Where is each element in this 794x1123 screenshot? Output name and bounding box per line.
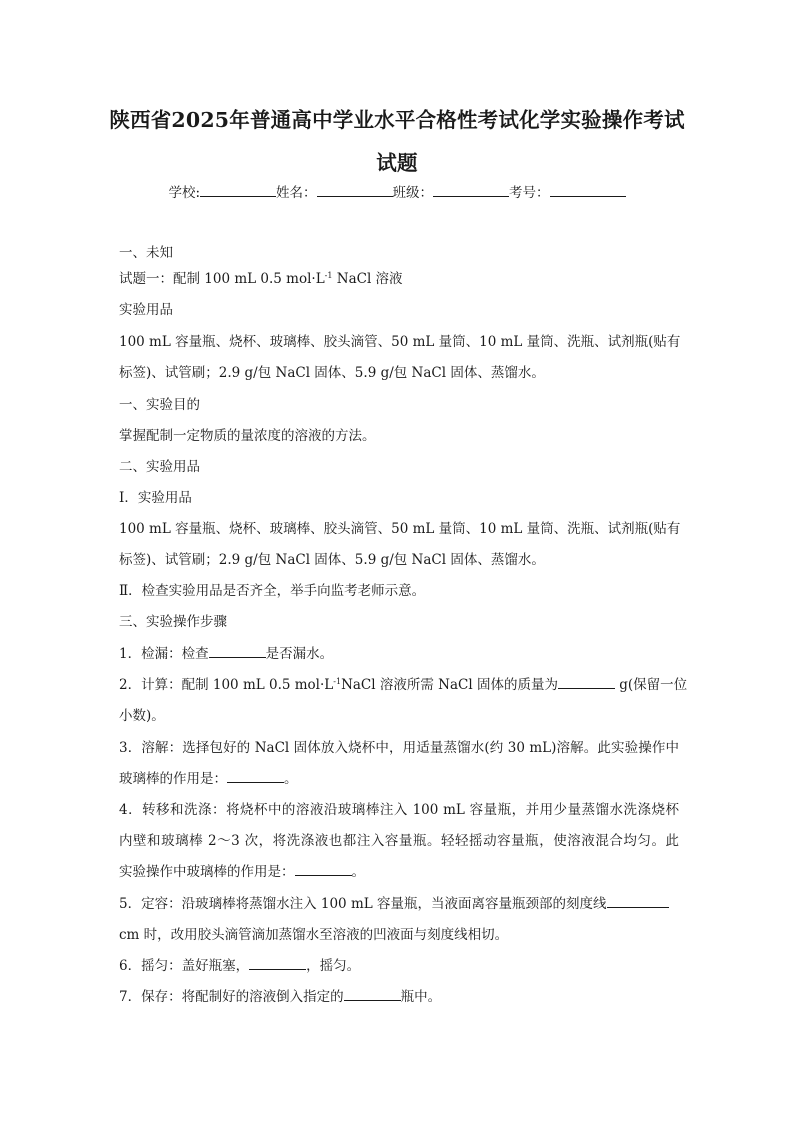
class-label: 班级： <box>392 185 434 201</box>
step-7 <box>119 988 679 1006</box>
step-1-text-end: 是否漏水。 <box>265 646 334 662</box>
step-4-continued: 内壁和玻璃棒 2～3 次，将洗涤液也都注入容量瓶。轻轻摇动容量瓶，使溶液混合均匀。此 <box>119 833 679 849</box>
page-title-continued: 试题 <box>376 151 418 175</box>
step-2-continued: 小数)。 <box>119 708 165 724</box>
supplies-list-line: 100 mL 容量瓶、烧杯、玻璃棒、胶头滴管、50 mL 量筒、10 mL 量筒、洗瓶、试剂瓶(贴有 <box>119 521 681 537</box>
step-3-blank[interactable] <box>227 770 284 783</box>
step-2-text-end: g(保留一位 <box>614 677 688 693</box>
step-6-text-end: ，摇匀。 <box>306 958 361 974</box>
step-5-text: 5．定容：沿玻璃棒将蒸馏水注入 100 mL 容量瓶，当液面离容量瓶颈部的刻度线 <box>119 896 607 912</box>
question1-title-text: 试题一：配制 100 mL 0.5 mol·L <box>119 271 325 287</box>
step-4-text: 实验操作中玻璃棒的作用是： <box>119 864 295 880</box>
page-title: 陕西省2025年普通高中学业水平合格性考试化学实验操作考试 <box>109 108 685 132</box>
student-info-row <box>0 181 794 201</box>
supplies-list-line: 100 mL 容量瓶、烧杯、玻璃棒、胶头滴管、50 mL 量筒、10 mL 量筒、洗瓶、试剂瓶(贴有 <box>119 334 681 350</box>
step-1 <box>119 645 679 663</box>
step-3-text: 玻璃棒的作用是： <box>119 771 227 787</box>
supplies-list-line: 标签)、试管刷；2.9 g/包 NaCl 固体、5.9 g/包 NaCl 固体、蒸馏水。 <box>119 365 545 381</box>
step-4-text-end: 。 <box>351 864 365 880</box>
step-3: 3．溶解：选择包好的 NaCl 固体放入烧杯中，用适量蒸馏水(约 30 mL)溶解。此实验操作中 <box>119 740 679 756</box>
exam-number-label: 考号： <box>509 185 550 201</box>
experiment-supplies-subheading: Ⅰ．实验用品 <box>119 490 192 506</box>
step-2-blank[interactable] <box>558 676 615 689</box>
step-1-text: 1．检漏：检查 <box>119 646 209 662</box>
step-6 <box>119 957 679 975</box>
step-6-blank[interactable] <box>249 957 306 970</box>
section-heading-unknown: 一、未知 <box>119 245 173 261</box>
step-4-continued <box>119 863 679 881</box>
step-3-text-end: 。 <box>284 771 298 787</box>
step-2-text: 2．计算：配制 100 mL 0.5 mol·L <box>119 677 334 693</box>
step-1-blank[interactable] <box>209 645 266 658</box>
name-label: 姓名： <box>276 185 317 201</box>
step-5 <box>119 895 679 913</box>
question1-title <box>119 270 679 288</box>
question1-title-solution: NaCl 溶液 <box>332 271 403 287</box>
step-2-superscript: -1 <box>333 677 342 686</box>
school-blank[interactable] <box>200 184 276 197</box>
step-4-blank[interactable] <box>295 863 352 876</box>
step-6-text: 6．摇匀：盖好瓶塞， <box>119 958 250 974</box>
experiment-supplies-heading: 二、实验用品 <box>119 459 200 475</box>
step-3-continued <box>119 770 679 788</box>
experiment-purpose-text: 掌握配制一定物质的量浓度的溶液的方法。 <box>119 428 376 444</box>
exam-number-blank[interactable] <box>550 184 626 197</box>
experiment-purpose-heading: 一、实验目的 <box>119 397 200 413</box>
supplies-heading: 实验用品 <box>119 302 173 318</box>
step-4: 4．转移和洗涤：将烧杯中的溶液沿玻璃棒注入 100 mL 容量瓶，并用少量蒸馏水洗涤烧杯 <box>119 802 679 818</box>
step-7-text-end: 瓶中。 <box>400 989 442 1005</box>
step-2-text-mid: NaCl 溶液所需 NaCl 固体的质量为 <box>341 677 558 693</box>
check-supplies-instruction: Ⅱ．检查实验用品是否齐全，举手向监考老师示意。 <box>119 583 426 599</box>
class-blank[interactable] <box>433 184 509 197</box>
step-2 <box>119 676 688 694</box>
question1-title-superscript: -1 <box>324 271 333 280</box>
step-5-blank[interactable] <box>607 895 669 908</box>
step-7-text: 7．保存：将配制好的溶液倒入指定的 <box>119 989 344 1005</box>
step-5-continued: cm 时，改用胶头滴管滴加蒸馏水至溶液的凹液面与刻度线相切。 <box>119 927 509 943</box>
name-blank[interactable] <box>317 184 393 197</box>
step-7-blank[interactable] <box>344 988 401 1001</box>
procedure-heading: 三、实验操作步骤 <box>119 614 227 630</box>
supplies-list-line: 标签)、试管刷；2.9 g/包 NaCl 固体、5.9 g/包 NaCl 固体、蒸馏水。 <box>119 552 545 568</box>
school-label: 学校: <box>168 185 201 201</box>
